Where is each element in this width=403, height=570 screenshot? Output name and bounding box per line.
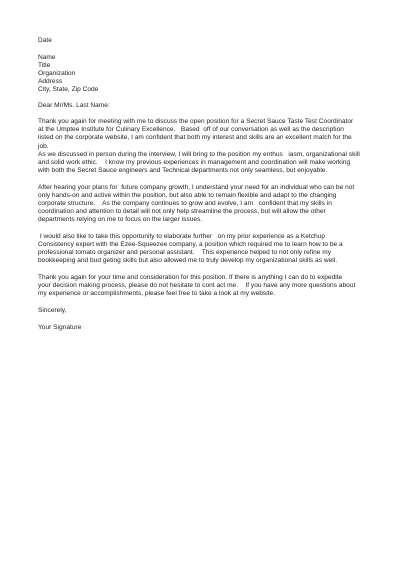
paragraph-4 [38,274,364,299]
recipient-organization: Organization [38,70,76,78]
paragraph-line: at the Umptee Institute for Culinary Excellence. Based off of our conversation as well as the description [38,126,344,134]
paragraph-line: only hands-on and active within the position, but also able to remain flexible and adapt to the changing [38,191,337,199]
recipient-address-block [38,54,364,95]
recipient-address: Address [38,78,63,86]
recipient-name: Name [38,53,56,61]
paragraph-3 [38,233,364,266]
paragraph-line: and solid work ethic. I know my previous experiences in management and coordination will make working [38,158,351,166]
spacer [38,110,364,118]
paragraph-line: Thank you again for meeting with me to discuss the open position for a Secret Sauce Taste Test Coordinator [38,118,354,125]
closing: Sincerely, [38,306,67,314]
spacer [38,95,364,103]
spacer [38,45,364,54]
paragraph-line: departments relying on me to focus on the larger issues. [38,216,203,224]
paragraph-line: corporate structure. As the company continues to grow and evolve, I am confident that my skills in [38,199,332,207]
recipient-city-state-zip: City, State, Zip Code [38,86,99,94]
paragraph-line: job. [38,142,49,150]
paragraph-line: I would also like to take this opportunity to elaborate further on my prior experience as a Ketchup [38,232,325,240]
paragraph-2 [38,184,364,225]
paragraph-line: bookkeeping and bud geting skills but also allowed me to truly develop my organizational skills as well. [38,257,338,265]
paragraph-line: your decision making process, please do not hesitate to cont act me. If you have any more questions about [38,282,356,290]
spacer [38,175,364,183]
signature: Your Signature [38,323,82,331]
paragraph-line: with both the Secret Sauce engineers and Technical departments not only seamless, but enjoyable. [38,167,328,175]
spacer [38,298,364,306]
paragraph-line: professional tomato organizer and personal assistant. This experience helped to not only refine my [38,249,332,257]
paragraph-line: coordination and attention to detail will not only help streamline the process, but will allow the other [38,208,326,216]
paragraph-line: listed on the corporate website, I am confident that both my interest and skills are an excellent match for the [38,134,352,142]
spacer [38,315,364,324]
paragraph-line: my experience or accomplishments, please feel free to take a look at my website. [38,290,276,298]
recipient-title: Title [38,61,51,69]
paragraph-line: Consistency expert with the Ezee-Squeezee company, a position which required me to learn how to be a [38,241,343,249]
letter-body [38,37,364,332]
spacer [38,225,364,233]
paragraph-line: Thank you again for your time and consideration for this position. If there is anything I can do to expedite [38,273,343,281]
spacer [38,266,364,274]
paragraph-line: After hearing your plans for future company growth, I understand your need for an individual who can be not [38,183,355,191]
salutation: Dear Mr/Ms. Last Name: [38,102,110,110]
paragraph-1 [38,118,364,175]
date-line: Date [38,37,52,44]
paragraph-line: As we discussed in person during the interview, I will bring to the position my enthus iasm, organizational skill [38,150,360,158]
